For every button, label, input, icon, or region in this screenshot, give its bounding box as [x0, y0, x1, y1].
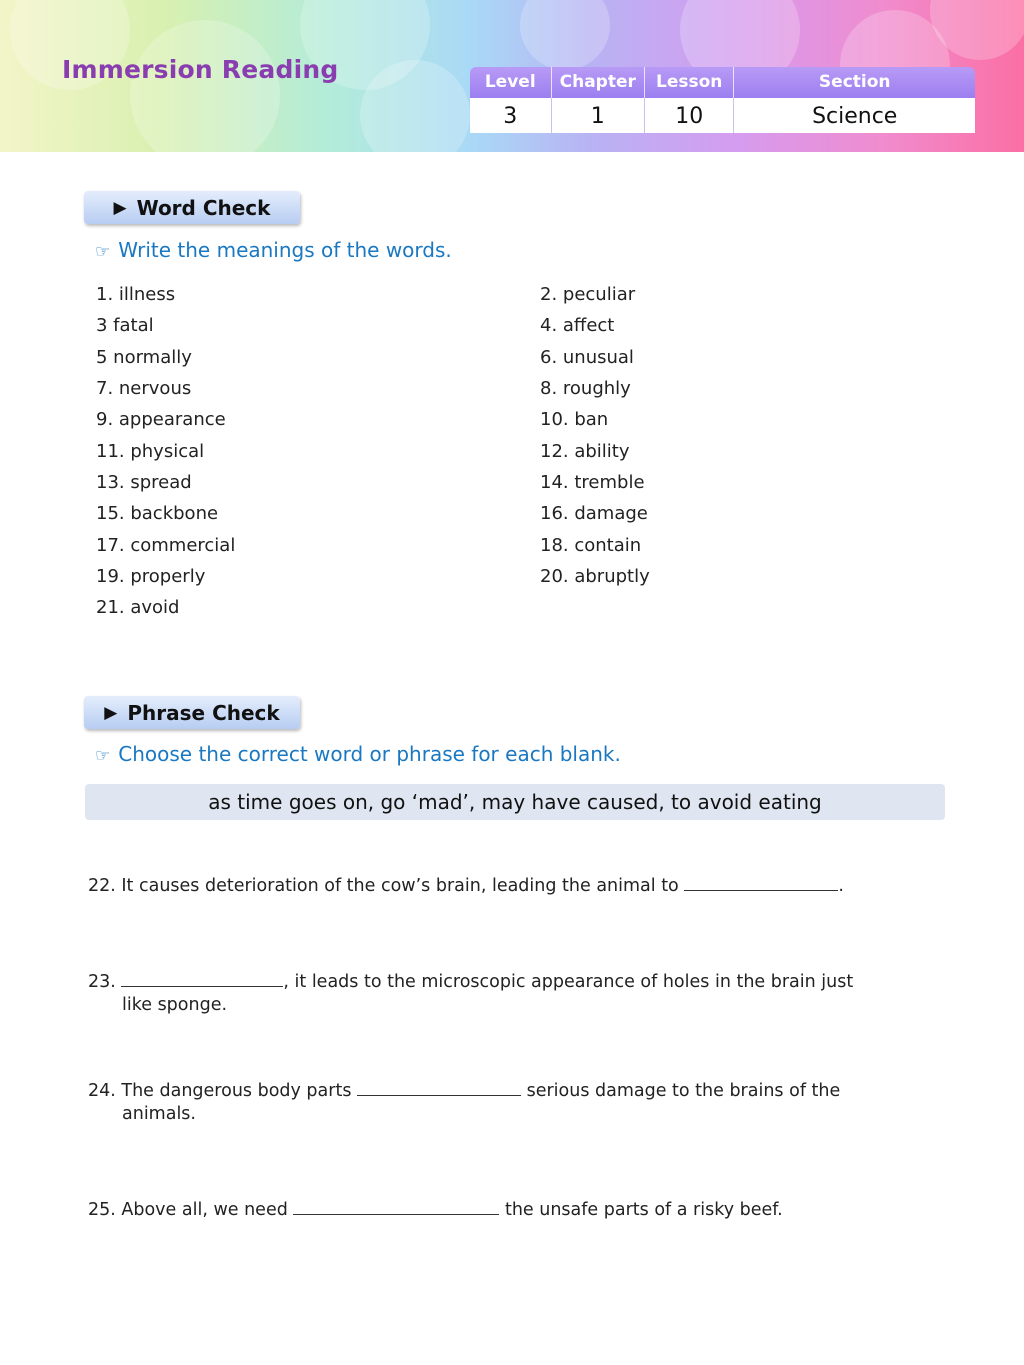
question-text: 22. It causes deterioration of the cow’s brain, leading the animal to [88, 876, 685, 896]
word-item: 14. tremble [540, 472, 645, 493]
lesson-info-table [470, 67, 975, 133]
word-item: 19. properly [96, 566, 206, 587]
word-item: 6. unusual [540, 347, 634, 368]
word-item: 7. nervous [96, 378, 192, 399]
word-item: 10. ban [540, 409, 609, 430]
word-item: 9. appearance [96, 409, 226, 430]
word-item: 1. illness [96, 284, 176, 305]
pointing-hand-icon: ☞ [95, 746, 111, 766]
question-text: . [838, 876, 844, 896]
word-item: 11. physical [96, 441, 205, 462]
section-header: Section [818, 72, 891, 92]
level-value: 3 [470, 98, 552, 133]
lesson-value: 10 [645, 98, 734, 133]
header-banner [0, 0, 1024, 152]
play-triangle-icon: ▶ [104, 702, 118, 723]
question-text: 23. [88, 972, 122, 992]
word-item: 18. contain [540, 535, 642, 556]
word-item: 15. backbone [96, 503, 219, 524]
phrase-check-label: Phrase Check [127, 700, 280, 725]
word-check-instruction-text: Write the meanings of the words. [118, 238, 452, 262]
question-text: 25. Above all, we need [88, 1200, 294, 1220]
question-23 [88, 970, 868, 1017]
question-text: the unsafe parts of a risky beef. [499, 1200, 783, 1220]
lesson-info-header-row [470, 67, 975, 98]
word-item: 12. ability [540, 441, 630, 462]
answer-blank[interactable] [684, 874, 838, 891]
answer-blank[interactable] [121, 970, 283, 987]
word-item: 21. avoid [96, 597, 180, 618]
chapter-header: Chapter [552, 67, 645, 98]
lesson-info-value-row [470, 98, 975, 133]
word-item: 13. spread [96, 472, 192, 493]
word-item: 20. abruptly [540, 566, 650, 587]
word-item: 17. commercial [96, 535, 236, 556]
answer-blank[interactable] [293, 1198, 499, 1215]
phrase-check-instruction-text: Choose the correct word or phrase for each blank. [118, 742, 621, 766]
question-text-continued: animals. [122, 1104, 196, 1124]
word-item: 5 normally [96, 347, 192, 368]
question-text-continued: like sponge. [122, 995, 228, 1015]
app-title: Immersion Reading [62, 55, 339, 84]
word-item: 16. damage [540, 503, 648, 524]
lesson-header: Lesson [645, 67, 734, 98]
word-check-section-button[interactable] [84, 191, 300, 224]
phrase-check-section-button[interactable] [84, 696, 300, 729]
question-25 [88, 1198, 868, 1222]
play-triangle-icon: ▶ [113, 197, 127, 218]
question-text: , it leads to the microscopic appearance of holes in the brain just [283, 972, 854, 992]
section-value: Science [812, 104, 898, 129]
word-check-label: Word Check [136, 195, 271, 220]
word-check-instruction [95, 238, 452, 262]
phrase-check-instruction [95, 742, 621, 766]
word-item: 3 fatal [96, 315, 154, 336]
question-22 [88, 874, 868, 898]
word-item: 2. peculiar [540, 284, 636, 305]
chapter-value: 1 [552, 98, 645, 133]
question-24 [88, 1079, 868, 1126]
level-header: Level [470, 67, 552, 98]
pointing-hand-icon: ☞ [95, 242, 111, 262]
word-item: 4. affect [540, 315, 615, 336]
answer-blank[interactable] [357, 1079, 521, 1096]
question-text: serious damage to the brains of the [521, 1081, 841, 1101]
question-text: 24. The dangerous body parts [88, 1081, 358, 1101]
word-bank: as time goes on, go ‘mad’, may have caused, to avoid eating [85, 784, 945, 820]
word-item: 8. roughly [540, 378, 631, 399]
